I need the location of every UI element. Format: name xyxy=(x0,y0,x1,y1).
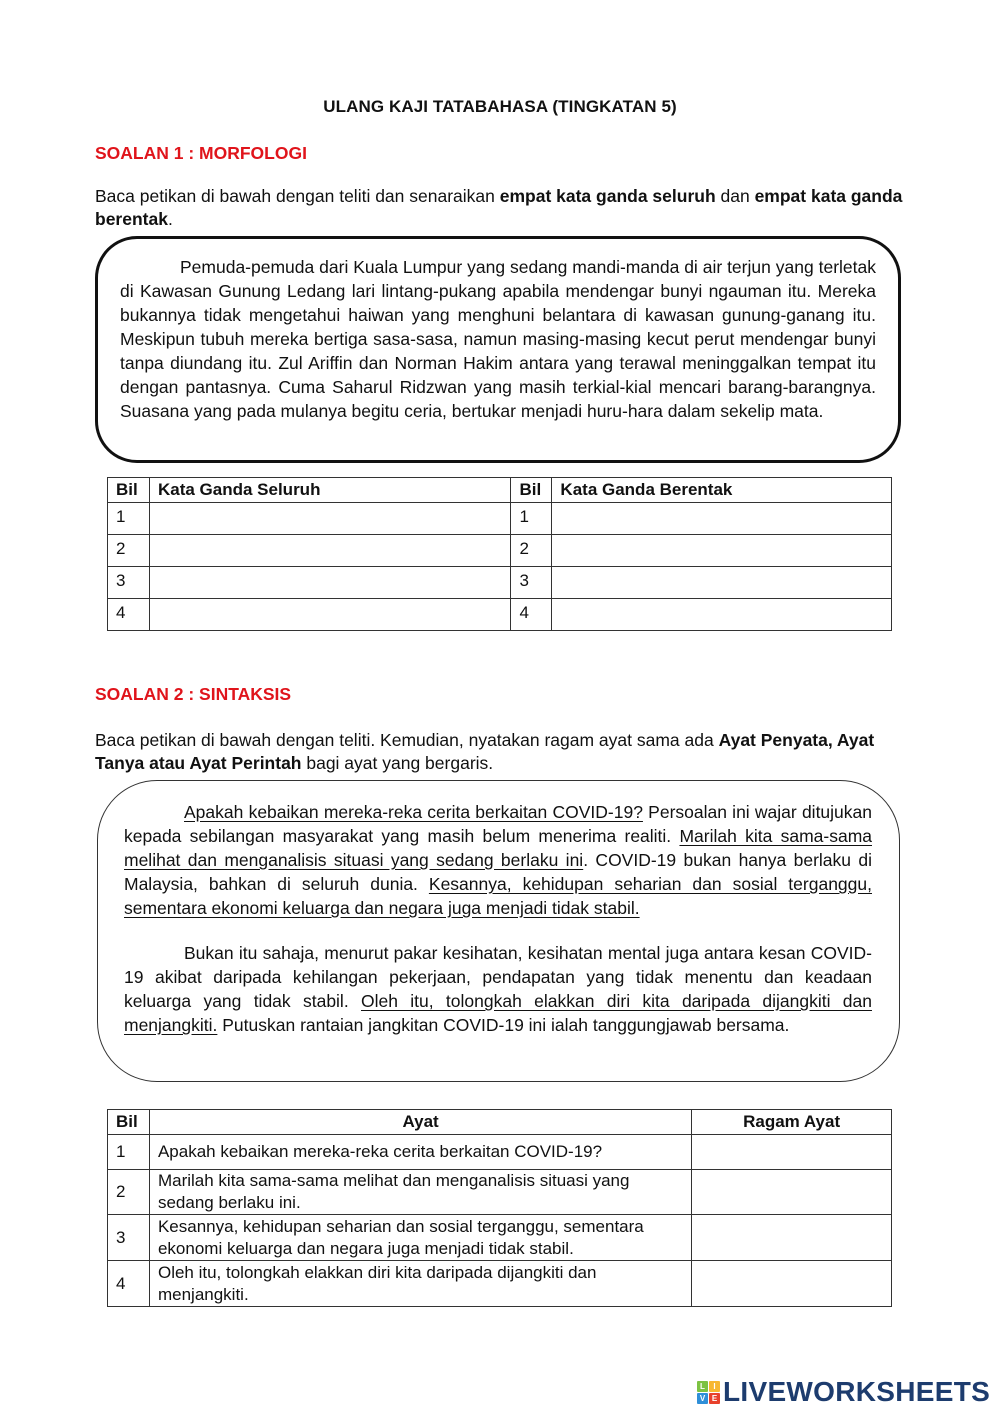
kata-ganda-table xyxy=(107,477,892,631)
table-header-row xyxy=(108,1110,892,1135)
bil-cell: 3 xyxy=(108,567,150,599)
table-row xyxy=(108,1261,892,1307)
instruction-bold: empat kata ganda berentak xyxy=(95,186,903,229)
header-bil: Bil xyxy=(108,1110,150,1135)
tile-l: L xyxy=(697,1381,708,1392)
passage-2-para-2-text xyxy=(124,941,872,1037)
bil-cell: 1 xyxy=(108,1135,150,1170)
bil-cell: 3 xyxy=(108,1215,150,1261)
table-header-row xyxy=(108,478,892,503)
answer-berentak-1[interactable] xyxy=(552,503,892,535)
instruction-text: Baca petikan di bawah dengan teliti dan senaraikan xyxy=(95,186,500,206)
answer-ragam-4[interactable] xyxy=(692,1261,892,1307)
instruction-text: Baca petikan di bawah dengan teliti. Kemudian, nyatakan ragam ayat sama ada xyxy=(95,730,719,750)
live-tiles-icon xyxy=(697,1381,720,1404)
bil-cell: 2 xyxy=(511,535,552,567)
bil-cell: 4 xyxy=(511,599,552,631)
bil-cell: 4 xyxy=(108,1261,150,1307)
bil-cell: 3 xyxy=(511,567,552,599)
page-title: ULANG KAJI TATABAHASA (TINGKATAN 5) xyxy=(323,97,677,116)
header-bil: Bil xyxy=(511,478,552,503)
liveworksheets-logo[interactable] xyxy=(697,1378,990,1406)
answer-berentak-3[interactable] xyxy=(552,567,892,599)
table-row xyxy=(108,535,892,567)
answer-berentak-2[interactable] xyxy=(552,535,892,567)
bil-cell: 1 xyxy=(511,503,552,535)
section2-instruction xyxy=(95,729,910,775)
instruction-bold: Ayat Penyata, Ayat Tanya atau Ayat Perintah xyxy=(95,730,875,773)
answer-ragam-1[interactable] xyxy=(692,1135,892,1170)
passage-text: Persoalan ini wajar ditujukan kepada sebilangan masyarakat yang masih belum menerima realiti. xyxy=(124,802,872,846)
answer-seluruh-4[interactable] xyxy=(149,599,510,631)
answer-seluruh-2[interactable] xyxy=(149,535,510,567)
tile-v: V xyxy=(697,1393,708,1404)
table-row xyxy=(108,1135,892,1170)
ayat-cell: Oleh itu, tolongkah elakkan diri kita daripada dijangkiti dan menjangkiti. xyxy=(149,1261,691,1307)
answer-seluruh-3[interactable] xyxy=(149,567,510,599)
table-row xyxy=(108,503,892,535)
logo-text: LIVEWORKSHEETS xyxy=(723,1376,991,1407)
ayat-cell: Kesannya, kehidupan seharian dan sosial terganggu, sementara ekonomi keluarga dan negara juga menjadi tidak stabil. xyxy=(149,1215,691,1261)
table-row xyxy=(108,599,892,631)
section1-heading: SOALAN 1 : MORFOLOGI xyxy=(95,143,307,163)
passage-text: . COVID-19 bukan hanya berlaku di Malaysia, bahkan di seluruh dunia. xyxy=(124,850,872,894)
bil-cell: 2 xyxy=(108,535,150,567)
underlined-sentence-1: Apakah kebaikan mereka-reka cerita berkaitan COVID-19? xyxy=(184,802,643,822)
instruction-text: bagi ayat yang bergaris. xyxy=(301,753,494,773)
ayat-cell: Marilah kita sama-sama melihat dan menganalisis situasi yang sedang berlaku ini. xyxy=(149,1170,691,1215)
passage-text: Putuskan rantaian jangkitan COVID-19 ini ialah tanggungjawab bersama. xyxy=(217,1015,790,1035)
header-ayat: Ayat xyxy=(149,1110,691,1135)
passage-2-para-1 xyxy=(124,800,872,920)
tile-e: E xyxy=(709,1393,720,1404)
answer-berentak-4[interactable] xyxy=(552,599,892,631)
passage-2-para-1-text xyxy=(124,800,872,920)
table-row xyxy=(108,1170,892,1215)
header-bil: Bil xyxy=(108,478,150,503)
table-row xyxy=(108,1215,892,1261)
header-kata-ganda-seluruh: Kata Ganda Seluruh xyxy=(149,478,510,503)
underlined-sentence-2: Marilah kita sama-sama melihat dan menganalisis situasi yang sedang berlaku ini xyxy=(124,826,872,870)
instruction-text: dan xyxy=(715,186,755,206)
bil-cell: 2 xyxy=(108,1170,150,1215)
passage-1 xyxy=(120,255,876,423)
answer-ragam-3[interactable] xyxy=(692,1215,892,1261)
answer-ragam-2[interactable] xyxy=(692,1170,892,1215)
table-row xyxy=(108,567,892,599)
bil-cell: 1 xyxy=(108,503,150,535)
tile-i: I xyxy=(709,1381,720,1392)
ragam-ayat-table xyxy=(107,1109,892,1307)
passage-2-para-2 xyxy=(124,941,872,1037)
ayat-cell: Apakah kebaikan mereka-reka cerita berkaitan COVID-19? xyxy=(149,1135,691,1170)
section2-heading: SOALAN 2 : SINTAKSIS xyxy=(95,684,292,704)
answer-seluruh-1[interactable] xyxy=(149,503,510,535)
header-ragam-ayat: Ragam Ayat xyxy=(692,1110,892,1135)
underlined-sentence-4: Oleh itu, tolongkah elakkan diri kita daripada dijangkiti dan menjangkiti. xyxy=(124,991,872,1035)
header-kata-ganda-berentak: Kata Ganda Berentak xyxy=(552,478,892,503)
bil-cell: 4 xyxy=(108,599,150,631)
passage-text: Bukan itu sahaja, menurut pakar kesihatan, kesihatan mental juga antara kesan COVID-19 akibat daripada kehilangan pekerjaan, pendapatan yang tidak menentu dan keadaan keluarga yang tidak stabil. xyxy=(124,943,872,1011)
section1-instruction xyxy=(95,185,910,231)
instruction-text: . xyxy=(167,209,173,229)
passage-1-text: Pemuda-pemuda dari Kuala Lumpur yang sedang mandi-manda di air terjun yang terletak di Kawasan Gunung Ledang lari lintang-pukang apabila mendengar bunyi ngauman itu. Mereka bukannya tidak mengetahui haiwan yang menghuni belantara di kawasan gunung-ganang itu. Meskipun tubuh mereka bertiga sasa-sasa, namun masing-masing kecut perut mendengar bunyi tanpa diundang itu. Zul Ariffin dan Norman Hakim antara yang terawal meninggalkan tempat itu dengan pantasnya. Cuma Saharul Ridzwan yang masih terkial-kial mencari barang-barangnya. Suasana yang pada mulanya begitu ceria, bertukar menjadi huru-hara dalam sekelip mata. xyxy=(120,257,876,421)
underlined-sentence-3: Kesannya, kehidupan seharian dan sosial terganggu, sementara ekonomi keluarga dan negara juga menjadi tidak stabil. xyxy=(124,874,872,918)
instruction-bold: empat kata ganda seluruh xyxy=(499,186,716,206)
